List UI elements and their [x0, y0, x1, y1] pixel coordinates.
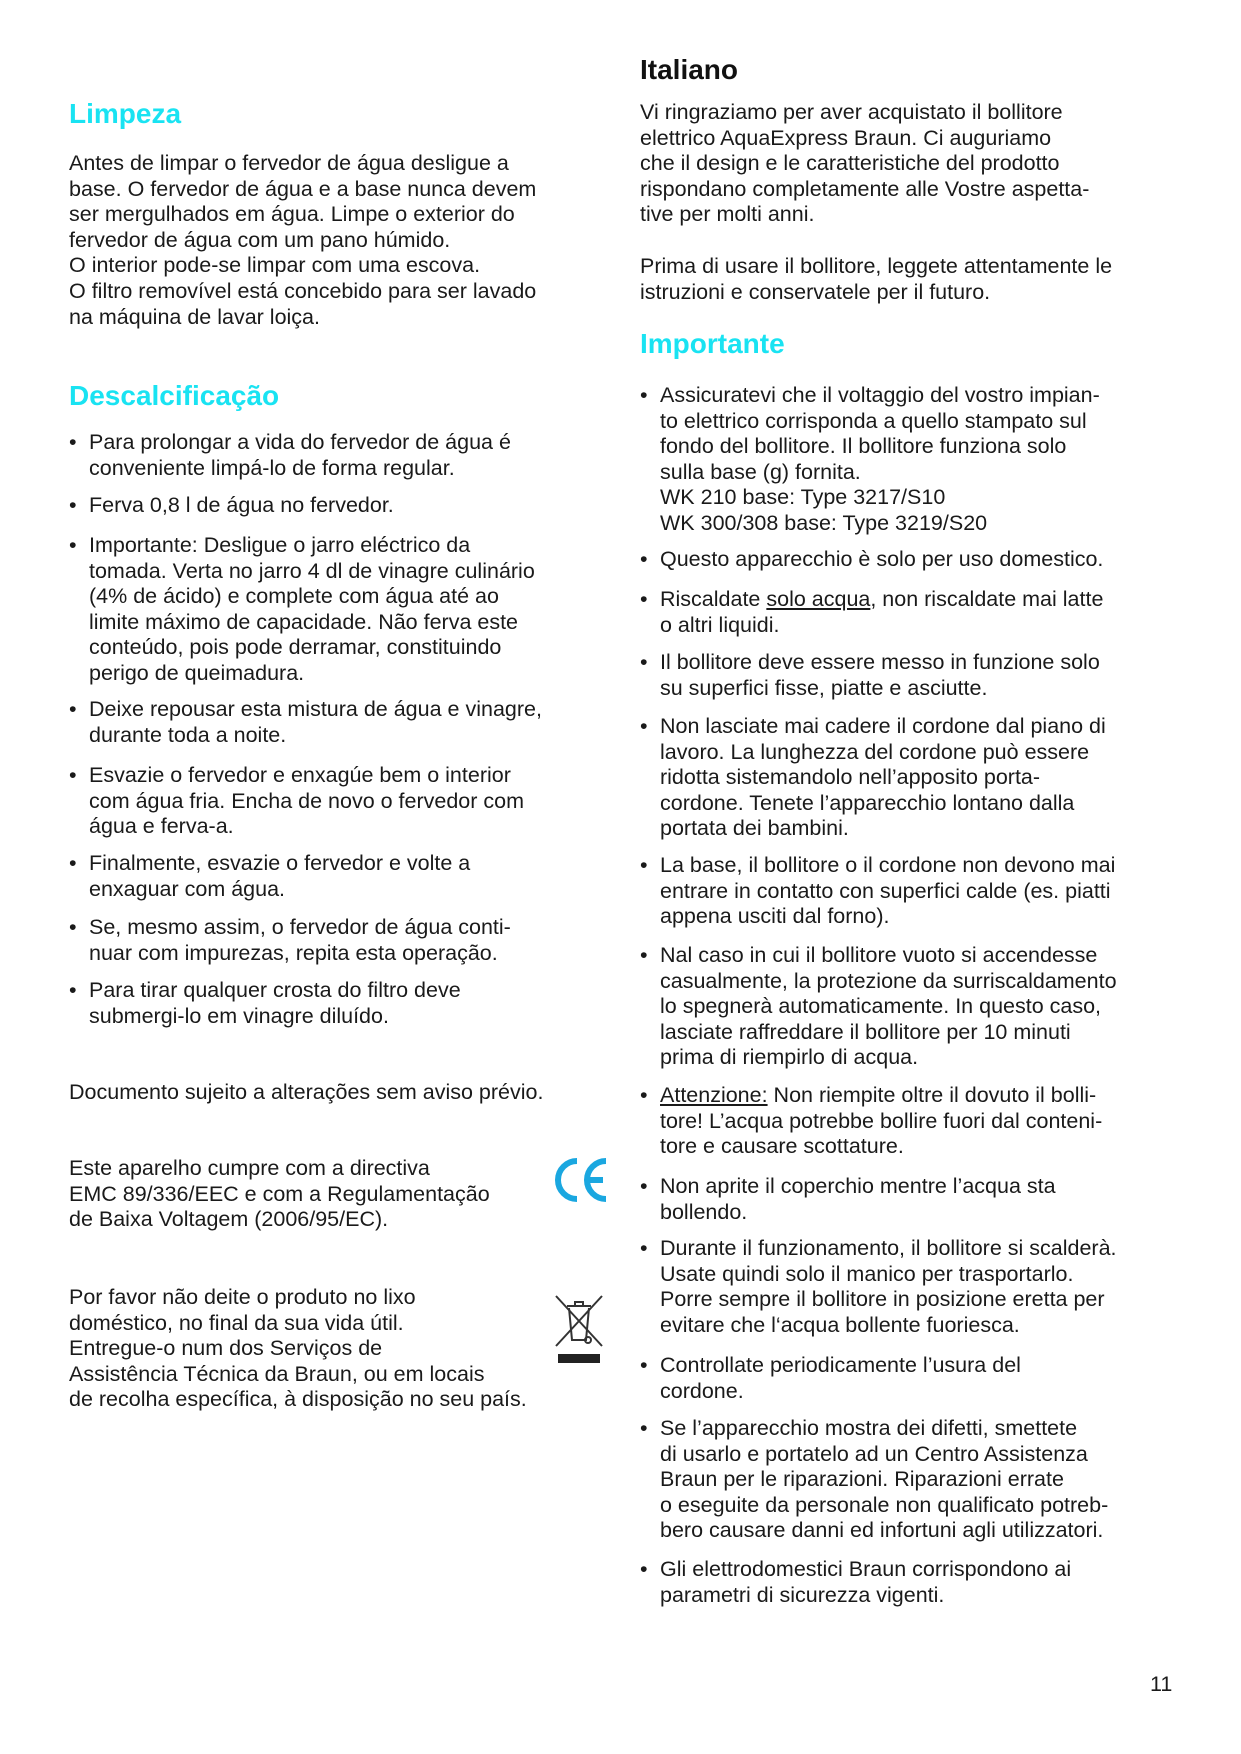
intro-text: Vi ringraziamo per aver acquistato il bollitore elettrico AquaExpress Braun. Ci auguriamo che il design e le caratteristiche del prodotto rispondano completamente alle Vostre aspetta- tive per molti anni.	[640, 100, 1090, 227]
text: Non riempite oltre il dovuto il bolli- tore! L’acqua potrebbe bollire fuori dal conteni- tore e causare scottature.	[660, 1083, 1103, 1159]
language-title: Italiano	[640, 54, 739, 85]
list-item: • La base, il bollitore o il cordone non devono mai entrare in contatto con superfici calde (es. piatti appena usciti dal forno).	[640, 853, 1200, 930]
list-item	[640, 587, 1200, 638]
list-item: • Ferva 0,8 l de água no fervedor.	[69, 493, 629, 519]
list-item: • Deixe repousar esta mistura de água e vinagre, durante toda a noite.	[69, 697, 629, 748]
list-item: • Para prolongar a vida do fervedor de água é conveniente limpá-lo de forma regular.	[69, 430, 629, 481]
list-item: • Questo apparecchio è solo per uso domestico.	[640, 547, 1200, 573]
ce-compliance-text: Este aparelho cumpre com a directiva EMC 89/336/EEC e com a Regulamentação de Baixa Voltagem (2006/95/EC).	[69, 1156, 490, 1232]
list-item: • Non aprite il coperchio mentre l’acqua sta bollendo.	[640, 1174, 1200, 1225]
notice-text: Documento sujeito a alterações sem aviso prévio.	[69, 1080, 544, 1104]
list-item: • Se, mesmo assim, o fervedor de água conti- nuar com impurezas, repita esta operação.	[69, 915, 629, 966]
emphasis-text: Attenzione:	[660, 1083, 768, 1107]
text: , non riscaldate mai latte o altri liquidi.	[660, 587, 1104, 637]
list-item: • Se l’apparecchio mostra dei difetti, smettete di usarlo e portatelo ad un Centro Assistenza Braun per le riparazioni. Riparazioni errate o eseguite da personale non qualificato potreb- bero causare danni ed infortuni agli utilizzatori.	[640, 1416, 1200, 1544]
list-item: • Importante: Desligue o jarro eléctrico da tomada. Verta no jarro 4 dl de vinagre culinário (4% de ácido) e complete com água até ao limite máximo de capacidade. Não ferva este conteúdo, pois pode derramar, constituindo perigo de queimadura.	[69, 533, 629, 687]
text: Riscaldate	[660, 587, 767, 611]
crossed-bin-icon	[553, 1292, 605, 1368]
list-item	[640, 1083, 1200, 1160]
list-item: • Esvazie o fervedor e enxagúe bem o interior com água fria. Encha de novo o fervedor com água e ferva-a.	[69, 763, 629, 840]
list-item: • Nal caso in cui il bollitore vuoto si accendesse casualmente, la protezione da surriscaldamento lo spegnerà automaticamente. In questo caso, lasciate raffreddare il bollitore per 10 minuti prima di riempirlo di acqua.	[640, 943, 1200, 1071]
page-number: 11	[1150, 1672, 1173, 1696]
list-item: • Durante il funzionamento, il bollitore si scalderà. Usate quindi solo il manico per trasportarlo. Porre sempre il bollitore in posizione eretta per evitare che l‘acqua bollente fuoriesca.	[640, 1236, 1200, 1338]
list-item: • Non lasciate mai cadere il cordone dal piano di lavoro. La lunghezza del cordone può essere ridotta sistemandolo nell’apposito porta- cordone. Tenete l’apparecchio lontano dalla portata dei bambini.	[640, 714, 1200, 842]
list-item: • Gli elettrodomestici Braun corrispondono ai parametri di sicurezza vigenti.	[640, 1557, 1200, 1608]
list-item: • Finalmente, esvazie o fervedor e volte a enxaguar com água.	[69, 851, 629, 902]
section-title-limpeza: Limpeza	[69, 98, 182, 129]
list-item: • Controllate periodicamente l’usura del cordone.	[640, 1353, 1200, 1404]
intro-text-2: Prima di usare il bollitore, leggete attentamente le istruzioni e conservatele per il futuro.	[640, 254, 1113, 304]
list-item: • Il bollitore deve essere messo in funzione solo su superfici fisse, piatte e asciutte.	[640, 650, 1200, 701]
ce-mark-icon	[553, 1155, 609, 1205]
limpeza-text: Antes de limpar o fervedor de água desligue a base. O fervedor de água e a base nunca devem ser mergulhados em água. Limpe o exterior do fervedor de água com um pano húmido. O interior pode-se limpar com uma escova. O filtro removível está concebido para ser lavado na máquina de lavar loiça.	[69, 151, 537, 329]
section-title-importante: Importante	[640, 328, 785, 359]
list-item: • Para tirar qualquer crosta do filtro deve submergi-lo em vinagre diluído.	[69, 978, 629, 1029]
emphasis-text: solo acqua	[766, 587, 871, 611]
list-item: • Assicuratevi che il voltaggio del vostro impian- to elettrico corrisponda a quello stampato sul fondo del bollitore. Il bollitore funziona solo sulla base (g) fornita. WK 210 base: Type 3217/S10 WK 300/308 base: Type 3219/S20	[640, 383, 1200, 537]
section-title-descalcificacao: Descalcificação	[69, 380, 280, 411]
disposal-text: Por favor não deite o produto no lixo doméstico, no final da sua vida útil. Entregue-o num dos Serviços de Assistência Técnica da Braun, ou em locais de recolha específica, à disposição no seu país.	[69, 1285, 527, 1412]
